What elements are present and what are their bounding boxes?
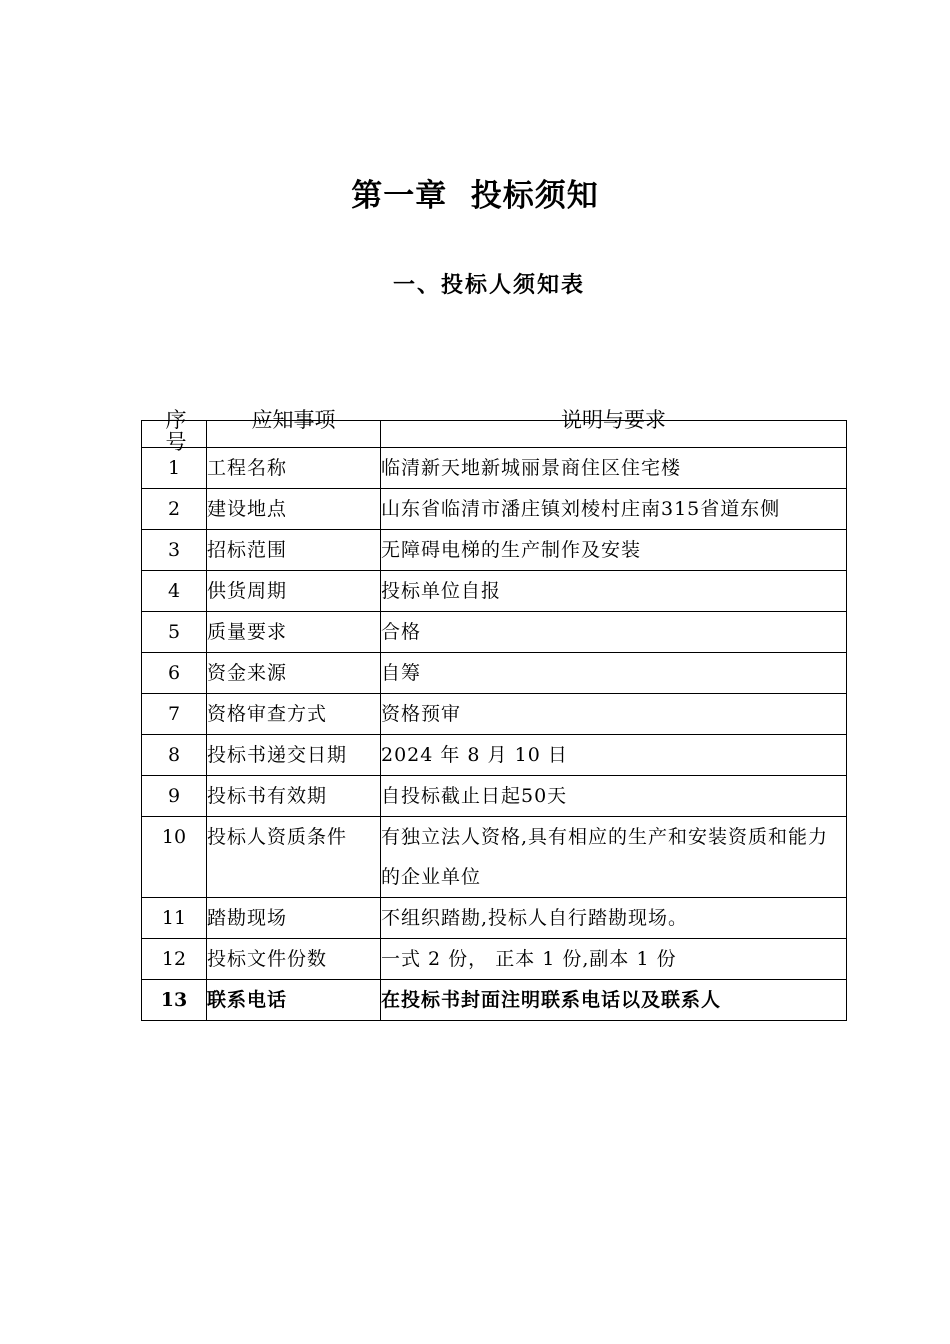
table-row: [142, 612, 847, 653]
row-desc: 自投标截止日起50天: [381, 776, 847, 817]
row-number: 4: [142, 571, 207, 612]
header-desc-cell: [381, 408, 847, 448]
table-row: [142, 898, 847, 939]
table-row: [142, 735, 847, 776]
row-desc: 山东省临清市潘庄镇刘棱村庄南315省道东侧: [381, 489, 847, 530]
table-row: [142, 776, 847, 817]
row-item: 联系电话: [207, 980, 381, 1021]
row-item: 投标文件份数: [207, 939, 381, 980]
row-item: 资格审查方式: [207, 694, 381, 735]
header-item-cell: [207, 408, 381, 448]
row-item: 踏勘现场: [207, 898, 381, 939]
row-number: 13: [142, 980, 207, 1021]
row-number: 9: [142, 776, 207, 817]
table-row: [142, 530, 847, 571]
header-no-cell: [142, 408, 207, 454]
row-item: 建设地点: [207, 489, 381, 530]
row-item: 投标人资质条件: [207, 817, 381, 898]
row-number: 8: [142, 735, 207, 776]
row-desc: 不组织踏勘,投标人自行踏勘现场。: [381, 898, 847, 939]
row-number: 11: [142, 898, 207, 939]
row-number: 6: [142, 653, 207, 694]
table-row: [142, 817, 847, 898]
row-item: 投标书有效期: [207, 776, 381, 817]
table-row: [142, 939, 847, 980]
row-desc: 合格: [381, 612, 847, 653]
row-number: 3: [142, 530, 207, 571]
table-row: [142, 653, 847, 694]
row-number: 5: [142, 612, 207, 653]
chapter-title: 第一章 投标须知: [351, 178, 599, 214]
header-item: 应知事项: [251, 408, 336, 432]
table-row: [142, 571, 847, 612]
row-desc: 自筹: [381, 653, 847, 694]
row-item: 质量要求: [207, 612, 381, 653]
row-desc: 一式 2 份， 正本 1 份,副本 1 份: [381, 939, 847, 980]
table-header-row: [142, 421, 847, 448]
row-desc: 无障碍电梯的生产制作及安装: [381, 530, 847, 571]
row-item: 投标书递交日期: [207, 735, 381, 776]
row-desc: 2024 年 8 月 10 日: [381, 735, 847, 776]
row-number: 2: [142, 489, 207, 530]
header-no: 序号: [165, 408, 187, 454]
table-row: [142, 694, 847, 735]
bidder-notice-table: [141, 408, 847, 1021]
table-row: [142, 448, 847, 489]
table-row: [142, 489, 847, 530]
row-item: 工程名称: [207, 448, 381, 489]
row-number: 10: [142, 817, 207, 898]
row-desc: 临清新天地新城丽景商住区住宅楼: [381, 448, 847, 489]
row-desc: 资格预审: [381, 694, 847, 735]
row-number: 7: [142, 694, 207, 735]
header-desc: 说明与要求: [561, 408, 666, 432]
row-item: 招标范围: [207, 530, 381, 571]
row-desc: 有独立法人资格,具有相应的生产和安装资质和能力的企业单位: [381, 817, 847, 898]
row-item: 供货周期: [207, 571, 381, 612]
table-row: [142, 980, 847, 1021]
row-number: 1: [142, 448, 207, 489]
row-number: 12: [142, 939, 207, 980]
section-title: 一、投标人须知表: [392, 273, 585, 298]
row-desc: 投标单位自报: [381, 571, 847, 612]
row-item: 资金来源: [207, 653, 381, 694]
row-desc: 在投标书封面注明联系电话以及联系人: [381, 980, 847, 1021]
